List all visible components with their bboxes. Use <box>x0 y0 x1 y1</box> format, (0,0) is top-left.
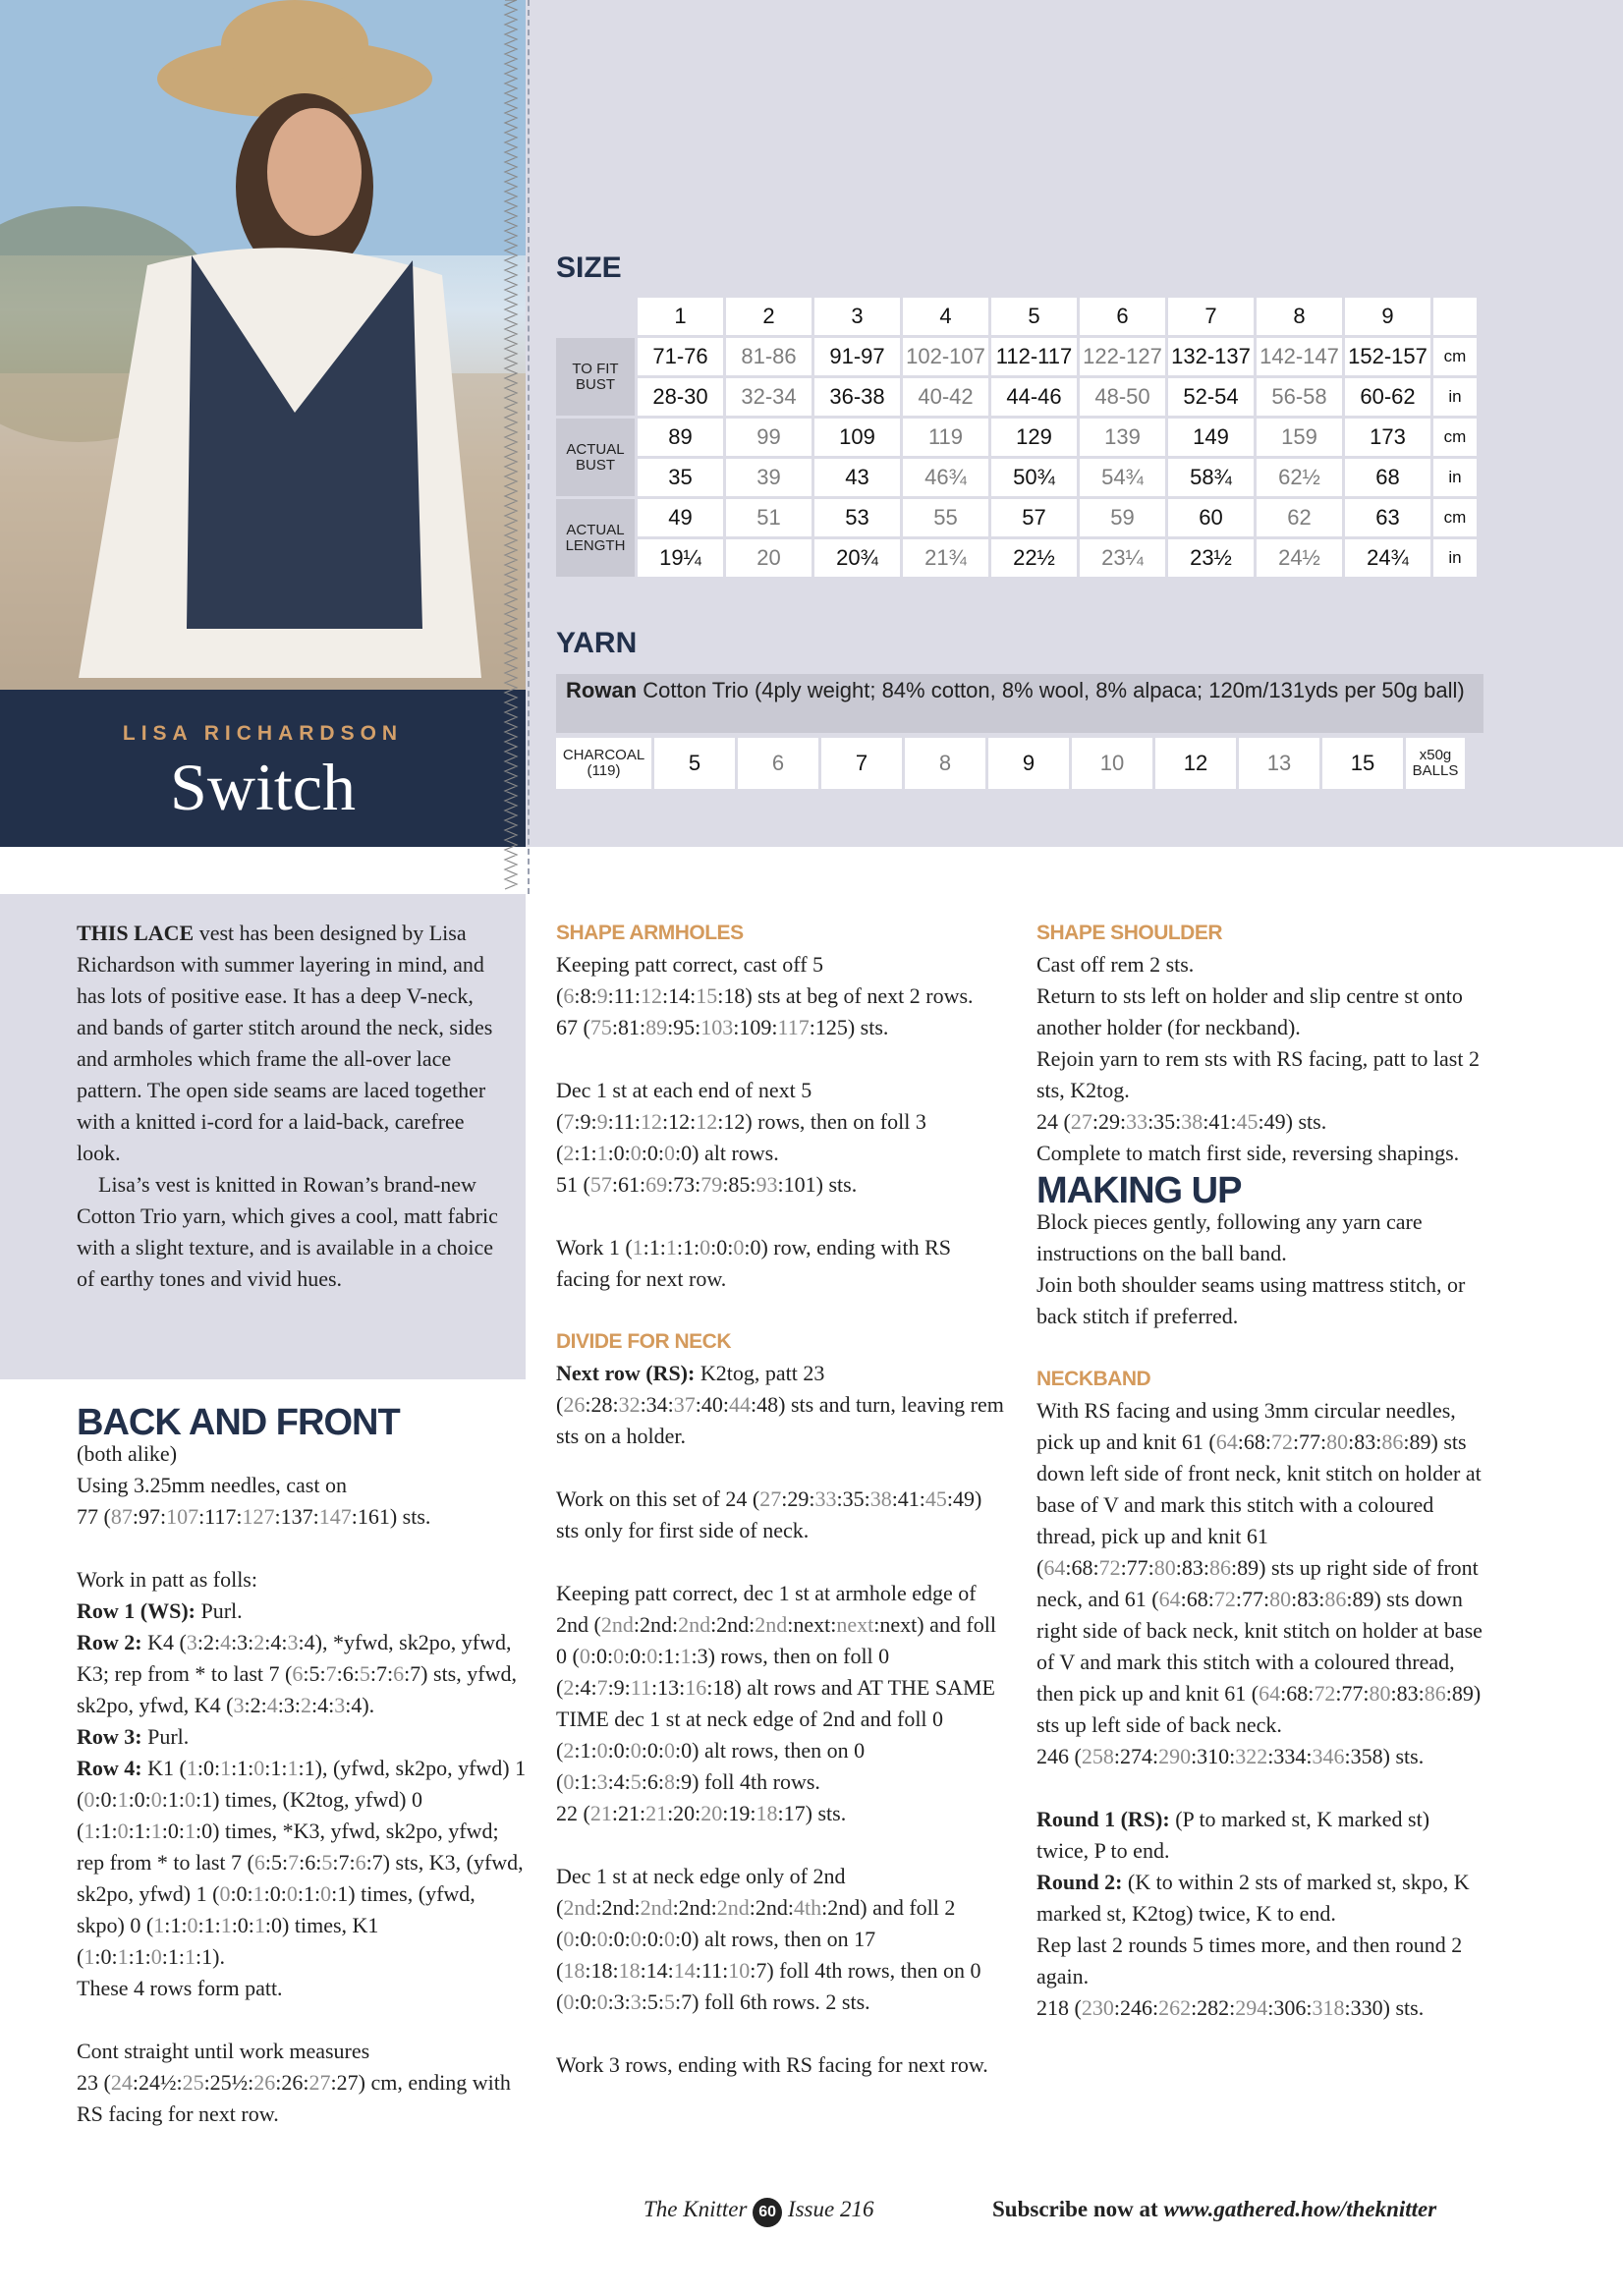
row-label: ACTUAL LENGTH <box>556 499 635 577</box>
row-label: ACTUAL BUST <box>556 419 635 496</box>
row-label: TO FIT BUST <box>556 338 635 416</box>
title-block <box>0 690 526 847</box>
yarn-brand: Rowan <box>566 678 638 702</box>
armholes-and-neck-section: SHAPE ARMHOLES Keeping patt correct, cast off 5 (6:8:9:11:12:14:15:18) sts at beg of next 2 rows. 67 (75:81:89:95:103:109:117:125) sts. Dec 1 st at each end of next 5 (7:9:9:11:12:12:12:12) rows, then on foll 3 (2:1:1:0:0:0:0:0) alt rows. 51 (57:61:69:73:79:85:93:101) sts. Work 1 (1:1:1:1:0:0:0:0) row, ending with RS facing for next row. DIVIDE FOR NECK Next row (RS): K2tog, patt 23 (26:28:32:34:37:40:44:48) sts and turn, leaving rem sts on a holder. Work on this set of 24 (27:29:33:35:38:41:45:49) sts only for first side of neck. Keeping patt correct, dec 1 st at armhole edge of 2nd (2nd:2nd:2nd:2nd:2nd:next:next:next) and foll 0 (0:0:0:0:0:1:1:3) rows, then on foll 0 (2:4:7:9:11:13:16:18) alt rows and AT THE SAME TIME dec 1 st at neck edge of 2nd and foll 0 (2:1:0:0:0:0:0:0) alt rows, then on 0 (0:1:3:4:5:6:8:9) foll 4th rows. 22 (21:21:21:20:20:19:18:17) sts. Dec 1 st at neck edge only of 2nd (2nd:2nd:2nd:2nd:2nd:2nd:4th:2nd) and foll 2 (0:0:0:0:0:0:0:0) alt rows, then on 17 (18:18:18:14:14:11:10:7) foll 4th rows, then on 0 (0:0:0:3:3:5:5:7) foll 6th rows. 2 sts. Work 3 rows, ending with RS facing for next row. <box>556 918 1008 2081</box>
size-heading: SIZE <box>556 252 622 284</box>
size-header: 1 <box>638 298 723 335</box>
size-header: 7 <box>1168 298 1254 335</box>
issue-number: Issue 216 <box>787 2197 874 2221</box>
size-header: 5 <box>991 298 1077 335</box>
subscribe-url[interactable]: www.gathered.how/theknitter <box>1163 2197 1437 2221</box>
size-header: 2 <box>726 298 812 335</box>
footer <box>644 2197 873 2227</box>
size-header: 3 <box>814 298 900 335</box>
divide-for-neck-heading: DIVIDE FOR NECK <box>556 1330 732 1353</box>
yarn-description: Rowan Cotton Trio (4ply weight; 84% cotton, 8% wool, 8% alpaca; 120m/131yds per 50g ball) <box>556 674 1483 733</box>
size-header: 9 <box>1345 298 1430 335</box>
yarn-table: CHARCOAL (119) 5 6 7 8 9 10 12 13 15 x50g BALLS <box>553 735 1468 792</box>
size-header: 8 <box>1257 298 1342 335</box>
neckband-heading: NECKBAND <box>1036 1368 1151 1390</box>
back-and-front-section: BACK AND FRONT (both alike) Using 3.25mm needles, cast on 77 (87:97:107:117:127:137:147:161) sts. Work in patt as folls: Row 1 (WS): Purl. Row 2: K4 (3:2:4:3:2:4:3:4), *yfwd, sk2po, yfwd, K3; rep from * to last 7 (6:5:7:6:5:7:6:7) sts, yfwd, sk2po, yfwd, K4 (3:2:4:3:2:4:3:4). Row 3: Purl. Row 4: K1 (1:0:1:1:0:1:1:1), (yfwd, sk2po, yfwd) 1 (0:0:1:0:0:1:0:1) times, (K2tog, yfwd) 0 (1:1:0:1:1:0:1:0) times, *K3, yfwd, sk2po, yfwd; rep from * to last 7 (6:5:7:6:5:7:6:7) sts, K3, (yfwd, sk2po, yfwd) 1 (0:0:1:0:0:1:0:1) times, (yfwd, skpo) 0 (1:1:0:1:1:0:1:0) times, K1 (1:0:1:1:0:1:1:1). These 4 rows form patt. Cont straight until work measures 23 (24:24½:25:25½:26:26:27:27) cm, ending with RS facing for next row. <box>77 1407 529 2130</box>
intro-text: THIS LACE vest has been designed by Lisa Richardson with summer layering in mind, and has lots of positive ease. It has a deep V-neck, and bands of garter stitch around the neck, sides and armholes which frame the all-over lace pattern. The open side seams are laced together with a knitted i-cord for a laid-back, carefree look. Lisa’s vest is knitted in Rowan’s brand-new Cotton Trio yarn, which gives a cool, matt fabric with a slight texture, and is available in a choice of earthy tones and vivid hues. <box>77 921 498 1291</box>
size-header: 4 <box>903 298 988 335</box>
dashed-divider <box>528 0 530 894</box>
back-and-front-heading: BACK AND FRONT <box>77 1402 400 1443</box>
designer-name: LISA RICHARDSON <box>122 722 404 745</box>
magazine-name: The Knitter <box>644 2197 748 2221</box>
pattern-title: Switch <box>170 750 356 824</box>
page-number: 60 <box>753 2198 782 2227</box>
shape-shoulder-heading: SHAPE SHOULDER <box>1036 922 1223 944</box>
zigzag-stitch-divider <box>501 0 523 894</box>
model-photo <box>0 0 526 690</box>
shape-armholes-heading: SHAPE ARMHOLES <box>556 922 744 944</box>
yarn-colour: CHARCOAL (119) <box>556 738 651 789</box>
subscribe-line: Subscribe now at www.gathered.how/theknitter <box>992 2197 1437 2221</box>
making-up-heading: MAKING UP <box>1036 1170 1242 1211</box>
size-table: 1 2 3 4 5 6 7 8 9 TO FIT BUST 71-76 81-86 91-97 102-107 112-117 122-127 132-137 142-147 152-157 cm 28-30 32-34 36-38 40-42 44-46 48-50 52-54 56-58 60-62 in ACTUAL BUST 89 99 109 119 129 139 149 159 173 cm 35 39 43 46¾ 50¾ 54¾ 58¾ 62½ 68 in ACTUAL LENGTH 49 51 53 55 57 59 60 62 63 cm 19¼ 20 20¾ 21¾ 22½ 23¼ 23½ 24½ 24¾ in <box>553 295 1480 580</box>
yarn-heading: YARN <box>556 627 638 659</box>
size-header: 6 <box>1080 298 1165 335</box>
shoulder-and-making-up-section: SHAPE SHOULDER Cast off rem 2 sts. Return to sts left on holder and slip centre st onto another holder (for neckband). Rejoin yarn to rem sts with RS facing, patt to last 2 sts, K2tog. 24 (27:29:33:35:38:41:45:49) sts. Complete to match first side, reversing shapings. MAKING UP Block pieces gently, following any yarn care instructions on the ball band. Join both shoulder seams using mattress stitch, or back stitch if preferred. NECKBAND With RS facing and using 3mm circular needles, pick up and knit 61 (64:68:72:77:80:83:86:89) sts down left side of front neck, knit stitch on holder at base of V and mark this stitch with a coloured thread, pick up and knit 61 (64:68:72:77:80:83:86:89) sts up right side of front neck, and 61 (64:68:72:77:80:83:86:89) sts down right side of back neck, knit stitch on holder at base of V and mark this stitch with a coloured thread, then pick up and knit 61 (64:68:72:77:80:83:86:89) sts up left side of back neck. 246 (258:274:290:310:322:334:346:358) sts. Round 1 (RS): (P to marked st, K marked st) twice, P to end. Round 2: (K to within 2 sts of marked st, skpo, K marked st, K2tog) twice, K to end. Rep last 2 rounds 5 times more, and then round 2 again. 218 (230:246:262:282:294:306:318:330) sts. <box>1036 918 1483 2024</box>
